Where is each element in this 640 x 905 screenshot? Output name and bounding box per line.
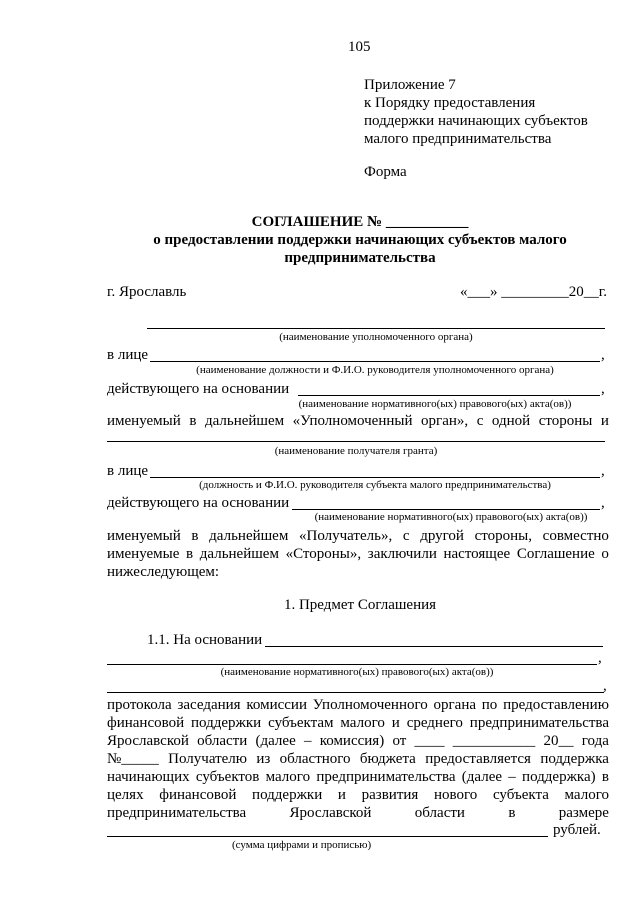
in-person-label: в лице: [107, 347, 149, 363]
word: в: [189, 413, 197, 429]
head-position-line: [150, 361, 600, 362]
word: финансовой: [107, 715, 185, 731]
p1-basis-line-2: [107, 664, 597, 665]
date-template: «___» _________20__г.: [460, 284, 607, 300]
word: 20__: [543, 733, 574, 749]
word: «Уполномоченный: [292, 413, 413, 429]
caption-recipient-head: (должность и Ф.И.О. руководителя субъекта малого предпринимательства): [199, 479, 551, 491]
word: предоставляется: [425, 751, 531, 767]
word: №_____: [107, 751, 159, 767]
word: ___________: [452, 733, 536, 749]
word: комиссия): [319, 733, 385, 749]
agreement-title: СОГЛАШЕНИЕ № ___________: [251, 214, 469, 230]
yar-line: [107, 732, 609, 750]
in-person-label-2: в лице: [107, 463, 149, 479]
word: поддержки: [191, 715, 262, 731]
protocol-line: [107, 696, 609, 714]
comma: ,: [598, 650, 602, 666]
word: области: [414, 805, 465, 821]
word: поддержка: [540, 751, 609, 767]
word: от: [392, 733, 407, 749]
word: субъектам: [268, 715, 334, 731]
city: г. Ярославль: [107, 284, 187, 300]
sum-line: [107, 836, 548, 837]
protocol-words: [107, 696, 609, 714]
word: целях: [107, 787, 144, 803]
appendix-line-3: поддержки начинающих субъектов: [364, 113, 588, 129]
comma: ,: [601, 463, 605, 479]
word: субъектов: [195, 769, 260, 785]
word: протокола: [107, 697, 172, 713]
word: ____: [414, 733, 445, 749]
word: Уполномоченного: [312, 697, 428, 713]
caption-head-position: (наименование должности и Ф.И.О. руководителя уполномоченного органа): [196, 364, 554, 376]
word: с: [402, 528, 410, 544]
comma: ,: [601, 495, 605, 511]
word: совместно: [542, 528, 609, 544]
word: предпринимательства: [316, 769, 456, 785]
goal-line: [107, 786, 609, 804]
named-recipient-words: [107, 527, 609, 545]
word: орган»,: [421, 413, 469, 429]
num-words: [107, 750, 609, 768]
comma: ,: [603, 678, 607, 694]
word: года: [581, 733, 609, 749]
agreement-subtitle-2: предпринимательства: [284, 250, 436, 266]
word: предоставлению: [503, 697, 609, 713]
section-1-heading: 1. Предмет Соглашения: [283, 597, 437, 613]
appendix-line-4: малого предпринимательства: [364, 131, 552, 147]
caption-authority-name: (наименование уполномоченного органа): [279, 331, 473, 343]
word: бюджета: [359, 751, 416, 767]
word: именуемые: [107, 546, 180, 562]
p1-basis-line-3: [107, 692, 604, 693]
word: в: [508, 805, 516, 821]
word: комиссии: [246, 697, 307, 713]
named-parties-words: [107, 545, 609, 563]
fin-line: [107, 714, 609, 732]
start-words: [107, 768, 609, 786]
start-line: [107, 768, 609, 786]
word: именуемый: [107, 413, 181, 429]
num-line: [107, 750, 609, 768]
word: стороны,: [474, 528, 532, 544]
following-label: нижеследующем:: [107, 564, 220, 580]
word: стороны: [538, 413, 593, 429]
acting-basis-label: действующего на основании: [107, 381, 290, 397]
caption-normative-act-2: (наименование нормативного(ых) правового(ых) акта(ов)): [314, 511, 588, 523]
yar-words: [107, 732, 609, 750]
word: «Получатель»,: [299, 528, 393, 544]
named-recipient-line: [107, 527, 609, 545]
appendix-line-1: Приложение 7: [364, 77, 456, 93]
fin-words: [107, 714, 609, 732]
word: малого: [564, 787, 609, 803]
word: в: [601, 769, 609, 785]
recipient-head-line: [150, 477, 600, 478]
agreement-subtitle-1: о предоставлении поддержки начинающих субъектов малого: [153, 232, 567, 248]
word: одной: [491, 413, 531, 429]
acting-basis-line-2: [292, 509, 600, 510]
word: Соглашение: [516, 546, 595, 562]
ent-words: [107, 804, 609, 822]
word: начинающих: [107, 769, 190, 785]
acting-basis-line: [298, 395, 600, 396]
word: по: [481, 697, 498, 713]
acting-basis-label-2: действующего на основании: [107, 495, 290, 511]
caption-normative-act: (наименование нормативного(ых) правового(ых) акта(ов)): [298, 398, 572, 410]
recipient-name-line: [107, 441, 605, 442]
word: нового: [433, 787, 478, 803]
word: «Стороны»,: [285, 546, 362, 562]
word: (далее: [255, 733, 296, 749]
word: Ярославской: [107, 733, 189, 749]
word: Получателю: [168, 751, 247, 767]
word: области: [197, 733, 248, 749]
form-label: Форма: [364, 164, 407, 180]
comma: ,: [601, 381, 605, 397]
word: поддержка): [522, 769, 596, 785]
word: из: [256, 751, 271, 767]
word: дальнейшем: [199, 546, 279, 562]
word: органа: [433, 697, 477, 713]
word: предпринимательства: [107, 805, 247, 821]
word: предпринимательства: [469, 715, 609, 731]
ent-line: [107, 804, 609, 822]
page-number: 105: [348, 39, 371, 55]
word: заключили: [367, 546, 437, 562]
word: и: [600, 413, 609, 429]
word: в: [186, 546, 194, 562]
p1-lead: 1.1. На основании: [147, 632, 263, 648]
word: и: [337, 787, 346, 803]
named-authority-line: [107, 412, 609, 430]
caption-normative-act-3: (наименование нормативного(ых) правового(ых) акта(ов)): [220, 666, 494, 678]
word: малого: [340, 715, 385, 731]
word: Ярославской: [289, 805, 372, 821]
word: –: [303, 733, 312, 749]
word: (далее: [461, 769, 503, 785]
named-authority-words: [107, 412, 609, 430]
word: заседания: [177, 697, 241, 713]
word: малого: [265, 769, 311, 785]
caption-sum: (сумма цифрами и прописью): [232, 839, 372, 851]
p1-basis-line: [265, 646, 603, 647]
word: субъекта: [492, 787, 549, 803]
word: настоящее: [443, 546, 511, 562]
caption-recipient-name: (наименование получателя гранта): [274, 445, 438, 457]
word: именуемый: [107, 528, 181, 544]
word: дальнейшем: [204, 413, 285, 429]
word: развития: [361, 787, 419, 803]
word: финансовой: [159, 787, 237, 803]
word: другой: [420, 528, 464, 544]
word: областного: [279, 751, 351, 767]
word: среднего: [406, 715, 463, 731]
word: и: [391, 715, 400, 731]
word: –: [508, 769, 516, 785]
appendix-line-2: к Порядку предоставления: [364, 95, 536, 111]
comma: ,: [601, 347, 605, 363]
word: дальнейшем: [209, 528, 289, 544]
word: в: [191, 528, 199, 544]
rubles-label: рублей.: [553, 822, 601, 838]
named-parties-line: [107, 545, 609, 563]
goal-words: [107, 786, 609, 804]
authority-name-line: [147, 328, 605, 329]
word: размере: [558, 805, 609, 821]
word: о: [601, 546, 609, 562]
word: с: [476, 413, 484, 429]
word: поддержки: [252, 787, 323, 803]
